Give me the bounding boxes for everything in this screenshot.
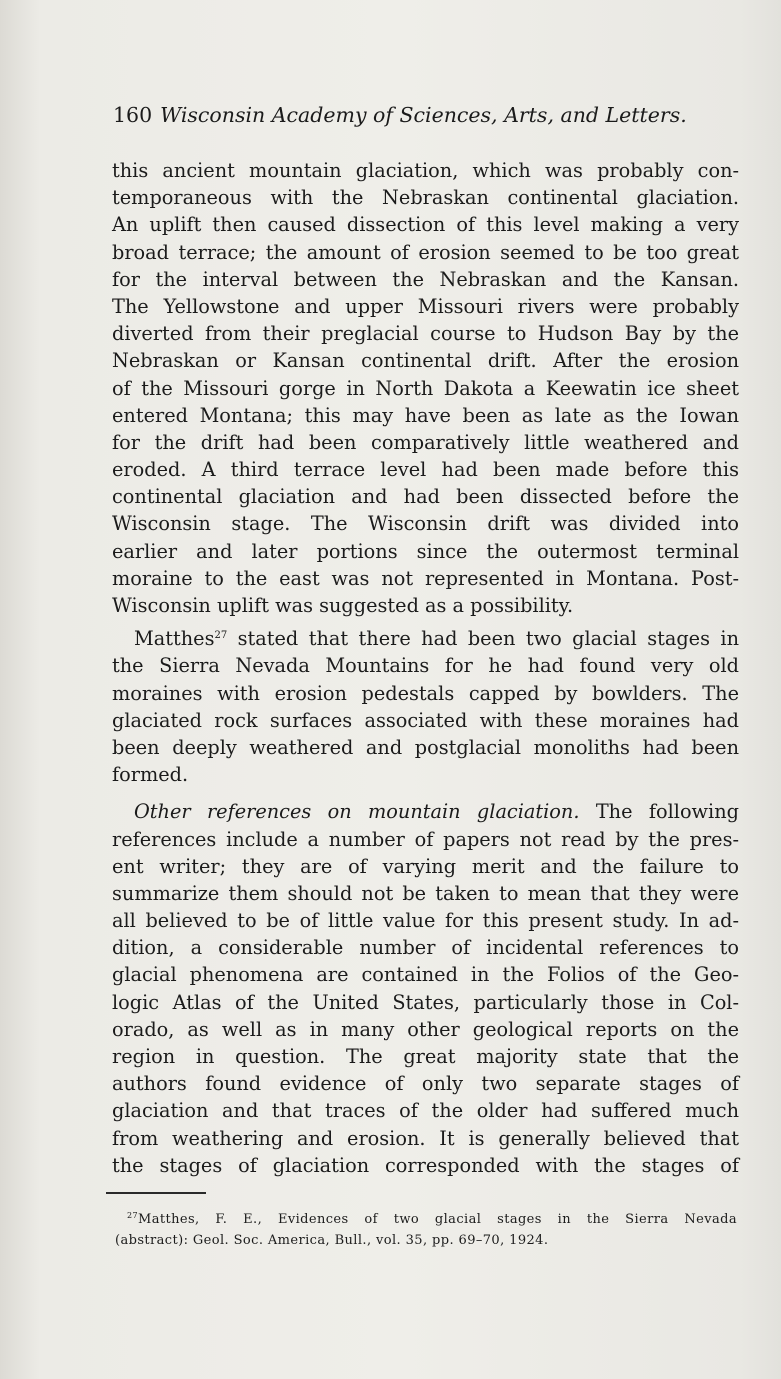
text-line: moraines with erosion pedestals capped by bowlders. The [112, 681, 739, 705]
text-line: been deeply weathered and postglacial monoliths had been [112, 735, 739, 759]
text-line [112, 625, 739, 652]
footnote-line [115, 1209, 737, 1230]
text-line: orado, as well as in many other geological reports on the [112, 1017, 739, 1041]
page-number: 160 [113, 103, 153, 127]
text-line: from weathering and erosion. It is generally believed that [112, 1126, 739, 1150]
paragraph-spacer [112, 788, 739, 798]
text-line: glaciation and that traces of the older had suffered much [112, 1099, 739, 1123]
footnote-line: (abstract): Geol. Soc. America, Bull., vol. 35, pp. 69–70, 1924. [115, 1233, 549, 1248]
running-head [113, 100, 713, 130]
text-line: Wisconsin stage. The Wisconsin drift was divided into [112, 512, 739, 536]
text-line: for the drift had been comparatively little weathered and [112, 430, 739, 454]
text-line: logic Atlas of the United States, particularly those in Col- [112, 990, 739, 1014]
text-line: of the Missouri gorge in North Dakota a Keewatin ice sheet [112, 376, 739, 400]
text-line: all believed to be of little value for this present study. In ad- [112, 909, 739, 933]
body-text [112, 157, 739, 1179]
text-line: dition, a considerable number of incidental references to [112, 936, 739, 960]
footnote-divider [106, 1192, 206, 1194]
footnote-text: Matthes, F. E., Evidences of two glacial stages in the Sierra Nevada [137, 1212, 737, 1227]
section-heading: Other references on mountain glaciation. [134, 800, 580, 824]
text-line: eroded. A third terrace level had been made before this [112, 458, 739, 482]
footnote [115, 1209, 737, 1251]
paragraph-2 [112, 625, 739, 788]
text-line: moraine to the east was not represented in Montana. Post- [112, 566, 739, 590]
text-line: earlier and later portions since the outermost terminal [112, 539, 739, 563]
text-line: continental glaciation and had been dissected before the [112, 485, 739, 509]
text-line: for the interval between the Nebraskan and the Kansan. [112, 267, 739, 291]
text-line: the stages of glaciation corresponded with the stages of [112, 1153, 739, 1177]
footnote-number: 27 [127, 1211, 138, 1220]
text-line: region in question. The great majority state that the [112, 1045, 739, 1068]
text-line: references include a number of papers not read by the pres- [112, 827, 739, 851]
text-line: glacial phenomena are contained in the Folios of the Geo- [112, 963, 739, 987]
text-line: ent writer; they are of varying merit and the failure to [112, 854, 739, 878]
text-line: the Sierra Nevada Mountains for he had found very old [112, 654, 739, 678]
line-rest: stated that there had been two glacial stages in [227, 627, 739, 651]
text-line: Nebraskan or Kansan continental drift. After the erosion [112, 349, 739, 373]
running-title: Wisconsin Academy of Sciences, Arts, and Letters. [160, 103, 687, 127]
line-rest: The following [579, 800, 739, 824]
text-line: broad terrace; the amount of erosion seemed to be too great [112, 240, 739, 264]
text-line: glaciated rock surfaces associated with these moraines had [112, 708, 739, 732]
text-line [112, 798, 739, 825]
paragraph-1 [112, 157, 739, 619]
text-line: formed. [112, 763, 189, 787]
footnote-marker: 27 [214, 630, 228, 642]
paragraph-3 [112, 798, 739, 1179]
text-line: Wisconsin uplift was suggested as a possibility. [112, 594, 574, 617]
text-line: The Yellowstone and upper Missouri rivers were probably [112, 294, 739, 318]
author-name: Matthes [134, 627, 215, 651]
text-line: this ancient mountain glaciation, which was probably con- [112, 159, 739, 182]
text-line: diverted from their preglacial course to Hudson Bay by the [112, 322, 739, 346]
text-line: temporaneous with the Nebraskan continental glaciation. [112, 186, 739, 210]
text-line: entered Montana; this may have been as late as the Iowan [112, 403, 739, 427]
text-line: An uplift then caused dissection of this level making a very [112, 213, 739, 237]
text-line: authors found evidence of only two separate stages of [112, 1072, 739, 1096]
text-line: summarize them should not be taken to mean that they were [112, 881, 739, 905]
